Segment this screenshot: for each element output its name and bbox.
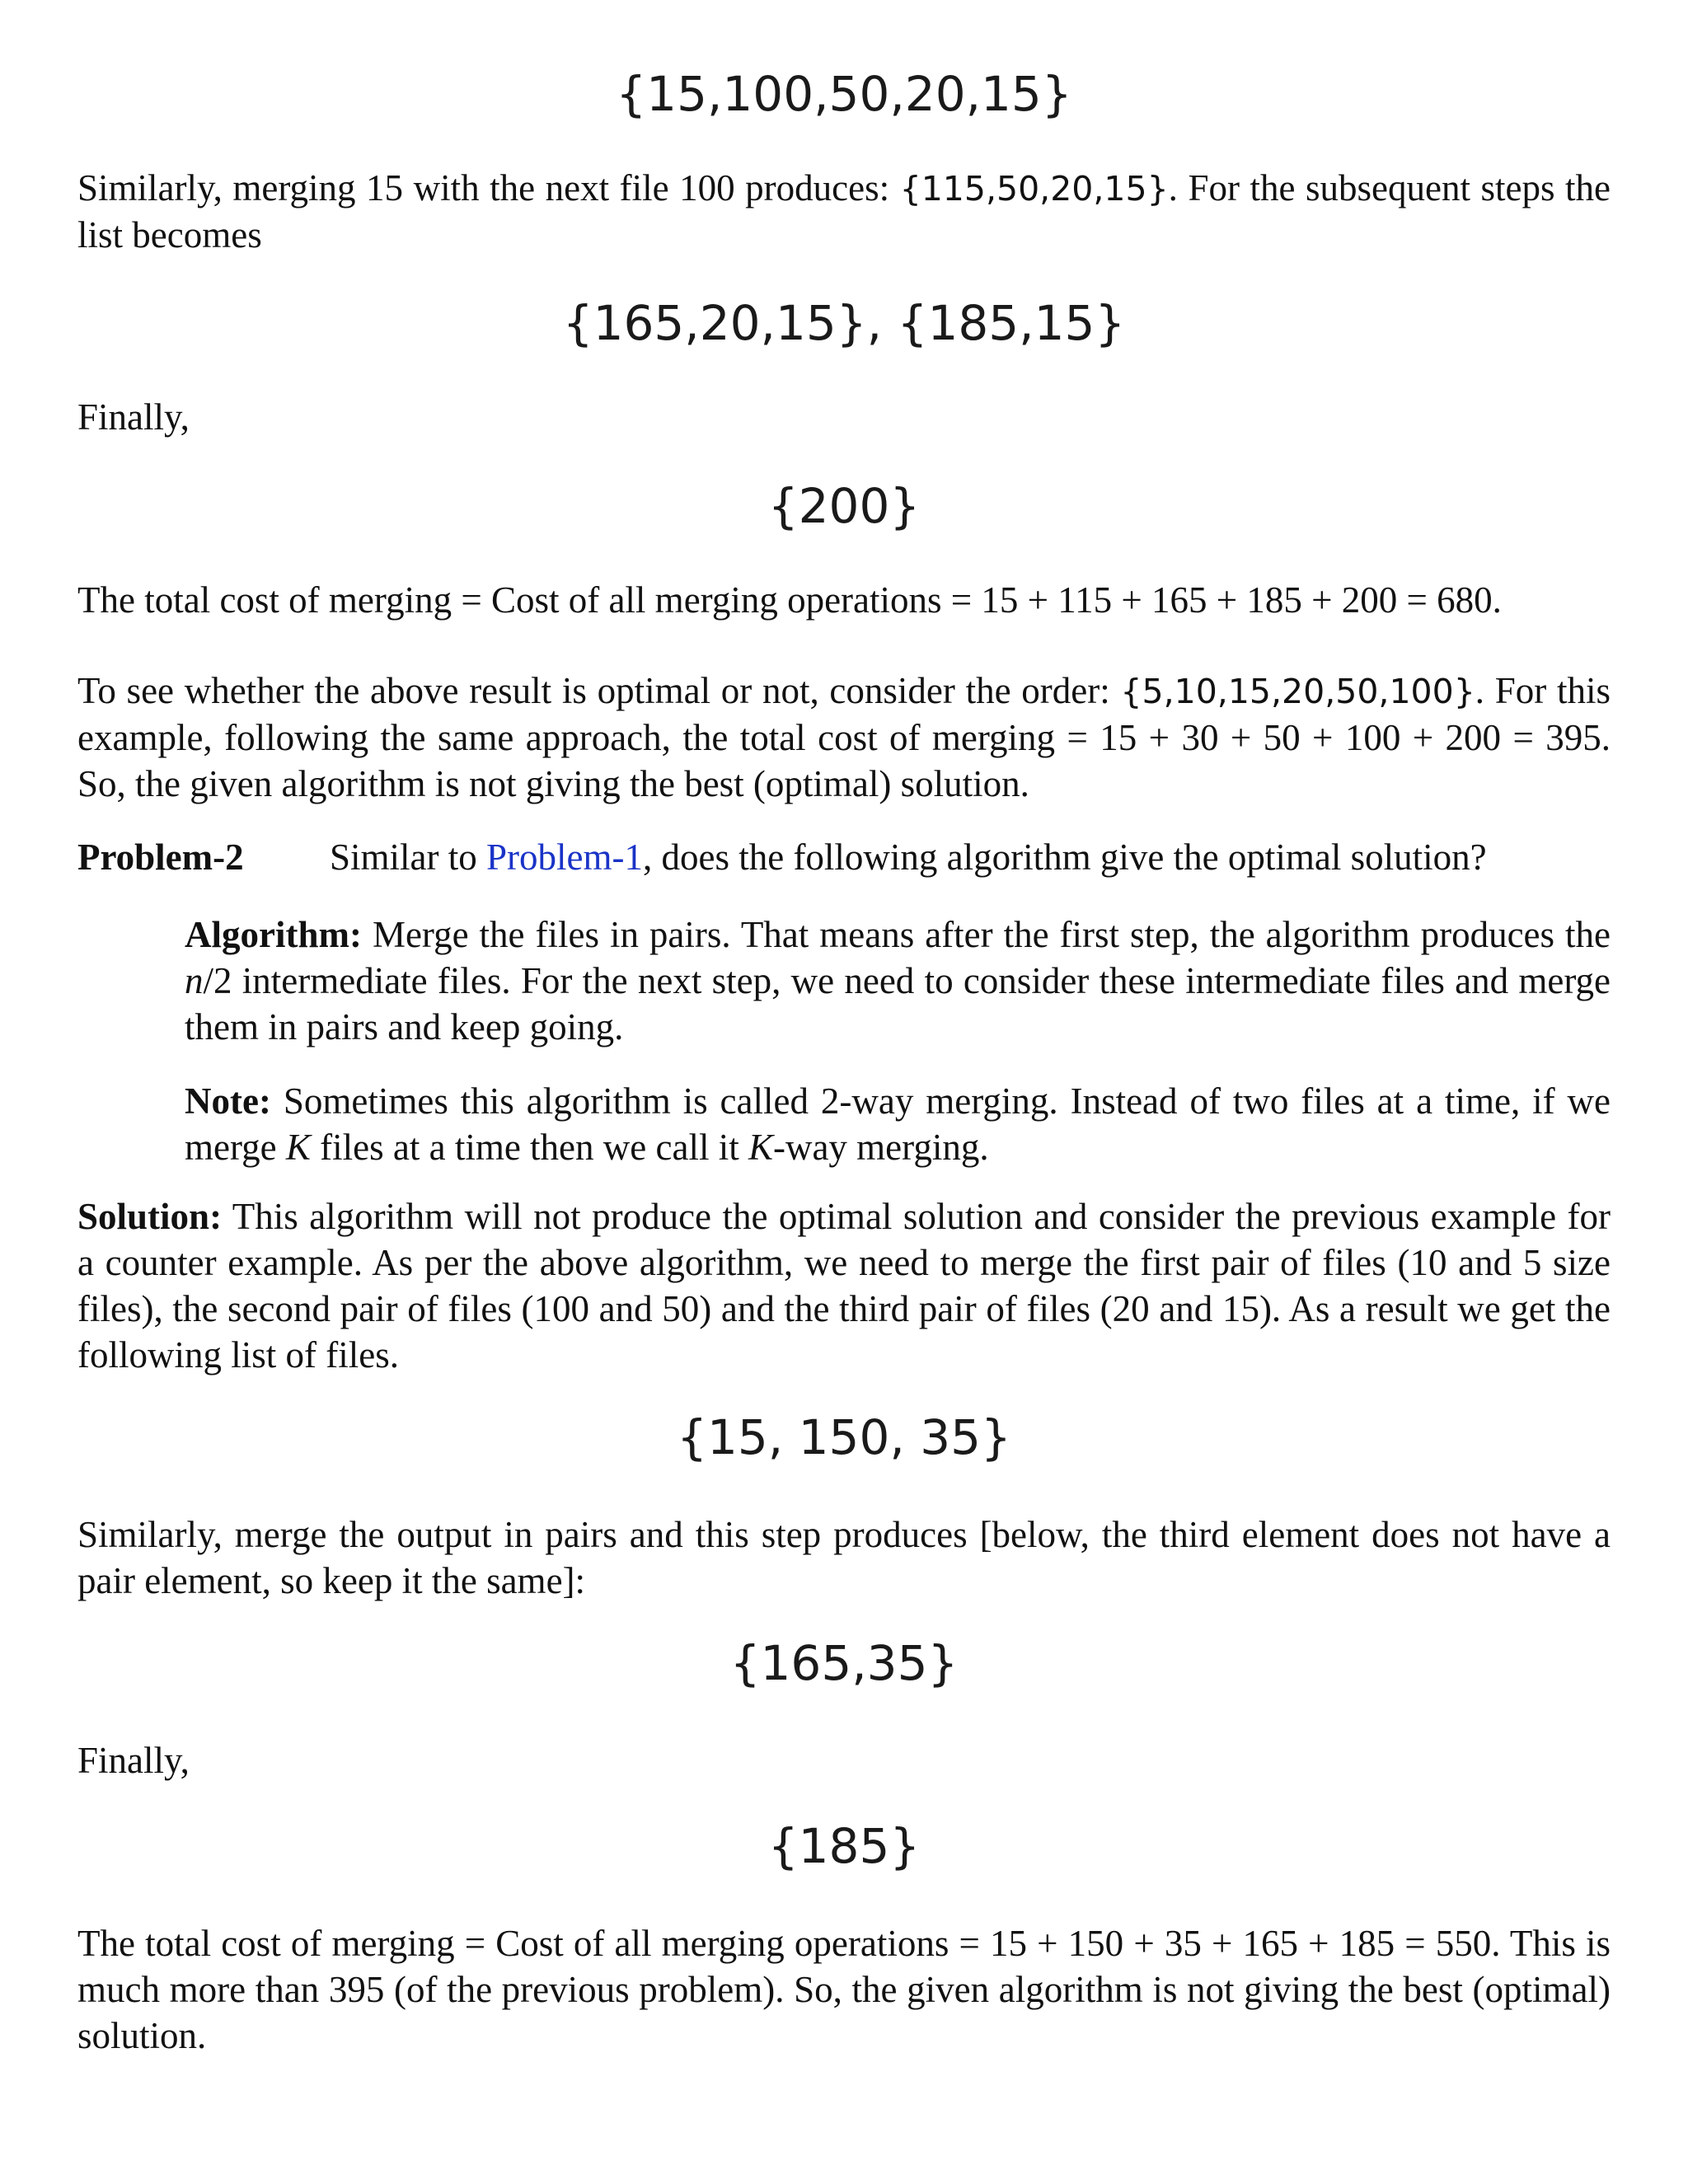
solution-label: Solution: [77, 1196, 223, 1237]
paragraph-text: To see whether the above result is optimal or not, consider the order: [77, 670, 1121, 711]
inline-math: {5,10,15,20,50,100} [1120, 672, 1475, 711]
problem-1-link[interactable]: Problem-1 [486, 837, 643, 878]
equation-1: {15,100,50,20,15} [616, 66, 1072, 122]
equation-3: {200} [767, 478, 921, 534]
variable-k: K [285, 1127, 311, 1168]
variable-k: K [748, 1127, 773, 1168]
equation-6: {185} [767, 1818, 921, 1874]
finally-label-2: Finally, [77, 1740, 190, 1781]
equation-2: {165,20,15}, {185,15} [562, 295, 1126, 351]
algorithm-label: Algorithm: [185, 914, 362, 955]
problem-text: Similar to Problem-1, does the following algorithm give the optimal solution? [330, 837, 1487, 878]
paragraph-merging-step [77, 165, 1611, 258]
total-cost-2: The total cost of merging = Cost of all merging operations = 15 + 150 + 35 + 165 + 185 = 550. This is much more than 395 (of the previous problem). So, the given algorithm is not giving the best (optimal) solution. [77, 1923, 1611, 2056]
note-block: Note: Sometimes this algorithm is called 2-way merging. Instead of two files at a time, if we merge K files at a time then we call it K-way merging. [185, 1080, 1611, 1168]
paragraph-pair-merge: Similarly, merge the output in pairs and this step produces [below, the third element does not have a pair element, so keep it the same]: [77, 1514, 1611, 1601]
variable-n: n [185, 960, 204, 1001]
note-label: Note: [185, 1080, 271, 1122]
equation-4: {15, 150, 35} [677, 1409, 1011, 1465]
paragraph-text: . For the subsequent steps the list becomes [77, 167, 1611, 255]
paragraph-optimal-check [77, 668, 1611, 807]
finally-label-1: Finally, [77, 396, 190, 438]
equation-5: {165,35} [729, 1635, 959, 1691]
total-cost-1: The total cost of merging = Cost of all merging operations = 15 + 115 + 165 + 185 + 200 = 680. [77, 579, 1502, 621]
paragraph-text: Similarly, merging 15 with the next file 100 produces: [77, 167, 900, 209]
algorithm-block: Algorithm: Merge the files in pairs. That means after the first step, the algorithm produces the n/2 intermediate files. For the next step, we need to consider these intermediate files and merge them in pairs and keep going. [185, 914, 1611, 1047]
solution-block: Solution: This algorithm will not produce the optimal solution and consider the previous example for a counter example. As per the above algorithm, we need to merge the first pair of files (10 and 5 size files), the second pair of files (100 and 50) and the third pair of files (20 and 15). As a result we get the following list of files. [77, 1196, 1611, 1376]
paragraph-text: . For this example, following the same approach, the total cost of merging = 15 + 30 + 50 + 100 + 200 = 395. So, the given algorithm is not giving the best (optimal) solution. [77, 670, 1611, 804]
problem-2-heading [77, 834, 1611, 880]
problem-label: Problem-2 [77, 837, 244, 878]
inline-math: {115,50,20,15} [899, 169, 1169, 209]
